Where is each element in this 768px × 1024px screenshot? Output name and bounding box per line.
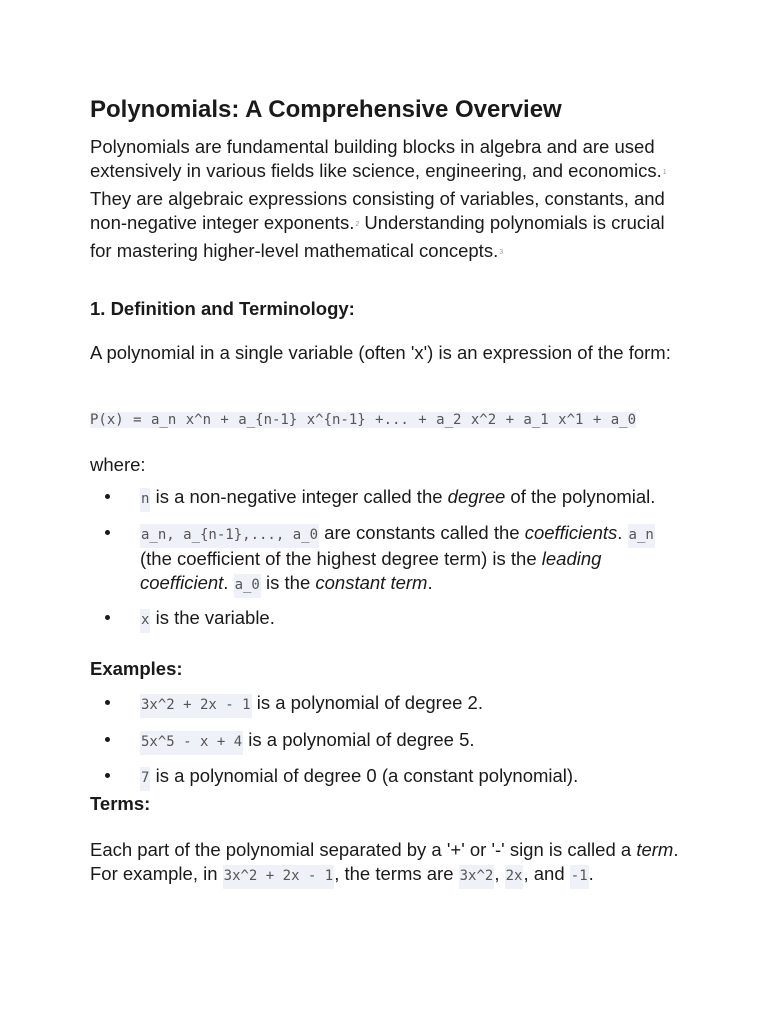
terms-text: Each part of the polynomial separated by a '+' or '-' sign is called a bbox=[90, 839, 637, 860]
list-item bbox=[90, 728, 690, 755]
list-text: is a non-negative integer called the bbox=[150, 486, 448, 507]
inline-code: n bbox=[140, 488, 150, 512]
list-text: is a polynomial of degree 2. bbox=[251, 692, 483, 713]
inline-code: a_n bbox=[628, 524, 655, 548]
inline-code: 3x^2 + 2x - 1 bbox=[223, 865, 335, 889]
emphasis-term: term bbox=[636, 839, 674, 860]
list-text: are constants called the bbox=[319, 521, 525, 543]
inline-code: -1 bbox=[570, 865, 589, 889]
inline-code: 3x^2 + 2x - 1 bbox=[140, 694, 252, 718]
list-text: is a polynomial of degree 5. bbox=[243, 728, 475, 750]
definition-text: A polynomial in a single variable (often 'x') is an expression of the form: bbox=[90, 342, 671, 363]
list-text: of the polynomial. bbox=[505, 486, 656, 507]
list-text: (the coefficient of the highest degree term) is the bbox=[140, 548, 542, 569]
terms-heading: Terms: bbox=[90, 793, 151, 814]
emphasis-term: degree bbox=[447, 486, 506, 507]
list-item bbox=[90, 764, 690, 791]
inline-code: x bbox=[140, 609, 150, 633]
list-text: . bbox=[223, 571, 234, 593]
emphasis-term: coefficients bbox=[524, 521, 618, 543]
citation-ref-2[interactable]: 2 bbox=[355, 220, 360, 228]
inline-code: 2x bbox=[505, 865, 524, 889]
inline-code: 7 bbox=[140, 767, 150, 791]
formula-code: P(x) = a_n x^n + a_{n-1} x^{n-1} +... + a_2 x^2 + a_1 x^1 + a_0 bbox=[90, 412, 637, 428]
list-text: is a polynomial of degree 0 (a constant polynomial). bbox=[150, 765, 579, 786]
terms-text: , and bbox=[523, 862, 570, 884]
intro-sentence-3: Understanding polynomials is crucial for mastering higher-level mathematical concepts. bbox=[90, 211, 665, 261]
list-text: . bbox=[427, 571, 433, 593]
intro-sentence-2: They are algebraic expressions consisting of variables, constants, and non-negative integer exponents. bbox=[90, 188, 665, 233]
terms-paragraph bbox=[90, 838, 690, 888]
intro-sentence-1: Polynomials are fundamental building blocks in algebra and are used extensively in various fields like science, engineering, and economics. bbox=[90, 136, 662, 181]
inline-code: a_n, a_{n-1},..., a_0 bbox=[140, 524, 319, 548]
definition-list bbox=[90, 485, 690, 642]
intro-paragraph bbox=[90, 135, 680, 268]
list-item-coefficients bbox=[90, 521, 690, 598]
definition-heading: 1. Definition and Terminology: bbox=[90, 298, 355, 319]
inline-code: 3x^2 bbox=[459, 865, 495, 889]
examples-list bbox=[90, 691, 690, 801]
list-text: . bbox=[617, 521, 628, 543]
citation-ref-1[interactable]: 1 bbox=[662, 168, 667, 176]
list-item bbox=[90, 691, 690, 718]
terms-text: , the terms are bbox=[334, 862, 459, 884]
emphasis-term: constant term bbox=[315, 571, 428, 593]
inline-code: a_0 bbox=[234, 574, 261, 598]
list-text: is the bbox=[260, 571, 316, 593]
polynomial-formula bbox=[90, 410, 680, 432]
where-label: where: bbox=[90, 454, 146, 475]
terms-text: . For example, in bbox=[90, 839, 679, 884]
list-text: is the variable. bbox=[150, 607, 275, 628]
examples-heading: Examples: bbox=[90, 658, 183, 679]
terms-text: . bbox=[588, 862, 594, 884]
citation-ref-3[interactable]: 3 bbox=[499, 249, 504, 256]
list-item-degree bbox=[90, 485, 690, 512]
list-item-variable bbox=[90, 606, 690, 633]
terms-text: , bbox=[494, 862, 505, 884]
page-title: Polynomials: A Comprehensive Overview bbox=[90, 96, 562, 123]
emphasis-term: leading coefficient bbox=[140, 548, 602, 593]
inline-code: 5x^5 - x + 4 bbox=[140, 731, 243, 755]
